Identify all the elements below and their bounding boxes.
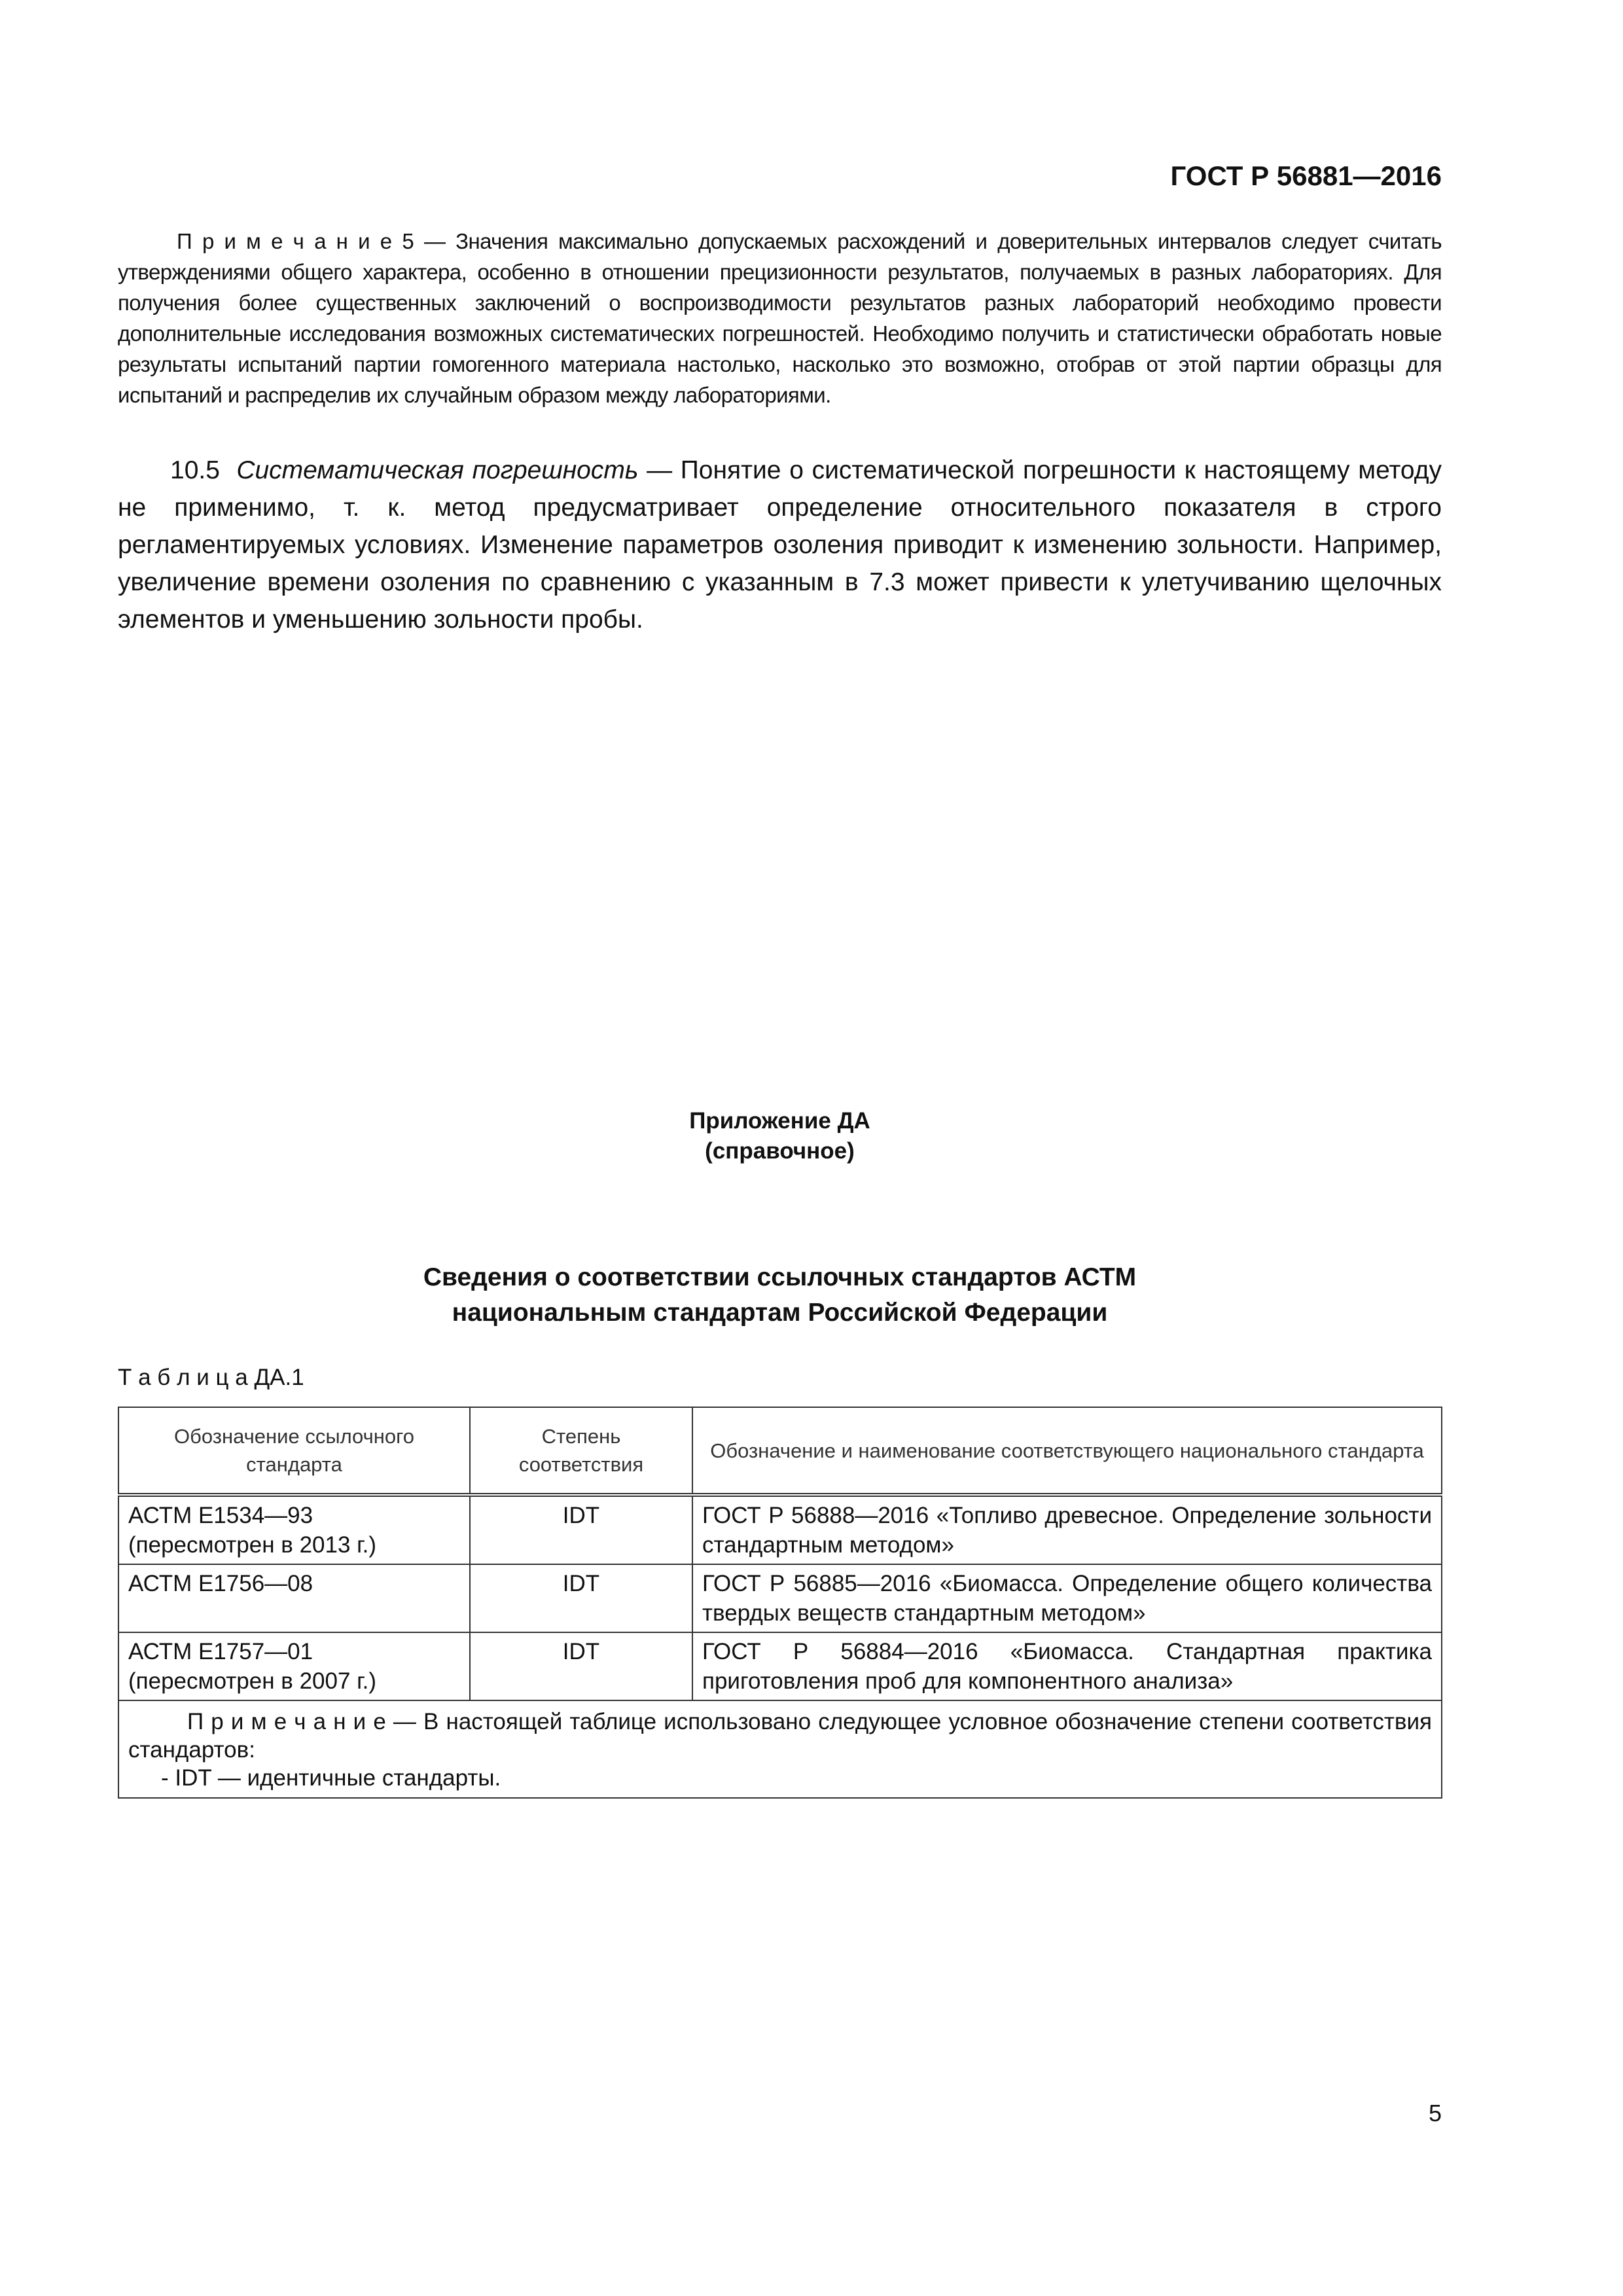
appendix-heading [118, 1260, 1442, 1331]
degree-cell: IDT [470, 1632, 692, 1700]
table-row [118, 1495, 1442, 1564]
section-term: Систематическая погрешность [236, 456, 639, 484]
national-cell: ГОСТ Р 56885—2016 «Биомасса. Определение общего количества твердых веществ стандартным методом» [692, 1564, 1442, 1632]
section-text: — Понятие о систематической погрешности к настоящему методу не применимо, т. к. метод предусматривает определение относительного показателя в строго регламентируемых условиях. Изменение параметров озоления приводит к изменению зольности. Например, увеличение времени озоления по сравнению с указанным в 7.3 может привести к улетучиванию щелочных элементов и уменьшению зольности пробы. [118, 456, 1442, 634]
degree-cell: IDT [470, 1564, 692, 1632]
ref-note: (пересмотрен в 2013 г.) [128, 1532, 377, 1558]
appendix-title: Приложение ДА [689, 1108, 870, 1134]
ref-code: АСТМ E1756—08 [128, 1571, 313, 1596]
heading-line-1: Сведения о соответствии ссылочных стандартов АСТМ [423, 1263, 1137, 1291]
degree-cell: IDT [470, 1495, 692, 1564]
table-note [118, 1700, 1442, 1798]
header-degree: Степень соответствия [470, 1407, 692, 1495]
national-cell: ГОСТ Р 56884—2016 «Биомасса. Стандартная практика приготовления проб для компонентного анализа» [692, 1632, 1442, 1700]
ref-note: (пересмотрен в 2007 г.) [128, 1668, 377, 1694]
note-text: — Значения максимально допускаемых расхождений и доверительных интервалов следует считать утверждениями общего характера, особенно в отношении прецизионности результатов, получаемых в разных лабораториях. Для получения более существенных заключений о воспроизводимости результатов разных лабораторий необходимо провести дополнительные исследования возможных систематических погрешностей. Необходимо получить и статистически обработать новые результаты испытаний партии гомогенного материала настолько, насколько это возможно, отобрав от этой партии образцы для испытаний и распределив их случайным образом между лабораториями. [118, 229, 1442, 407]
note-label: П р и м е ч а н и е 5 [177, 229, 414, 253]
table-row [118, 1564, 1442, 1632]
page-number: 5 [1428, 2100, 1442, 2126]
heading-line-2: национальным стандартам Российской Федерации [452, 1299, 1108, 1327]
ref-cell [118, 1632, 470, 1700]
ref-cell [118, 1564, 470, 1632]
header-national: Обозначение и наименование соответствующего национального стандарта [692, 1407, 1442, 1495]
appendix-subtitle: (справочное) [705, 1138, 855, 1164]
section-number: 10.5 [170, 456, 220, 484]
ref-code: АСТМ E1757—01 [128, 1639, 313, 1664]
table-note-text: — В настоящей таблице использовано следующее условное обозначение степени соответствия стандартов: [128, 1709, 1433, 1763]
appendix-label [118, 1106, 1442, 1166]
table-note-row [118, 1700, 1442, 1798]
table-caption: Т а б л и ц а ДА.1 [118, 1365, 304, 1390]
ref-code: АСТМ E1534—93 [128, 1503, 313, 1528]
note-5 [118, 226, 1442, 410]
table-header-row [118, 1407, 1442, 1495]
table-note-label: П р и м е ч а н и е [187, 1709, 386, 1734]
standards-table [118, 1407, 1442, 1799]
table-row [118, 1632, 1442, 1700]
section-10-5 [118, 452, 1442, 638]
table-note-item: - IDT — идентичные стандарты. [161, 1765, 501, 1791]
ref-cell [118, 1495, 470, 1564]
header-ref: Обозначение ссылочного стандарта [118, 1407, 470, 1495]
national-cell: ГОСТ Р 56888—2016 «Топливо древесное. Определение зольности стандартным методом» [692, 1495, 1442, 1564]
document-id: ГОСТ Р 56881—2016 [1170, 160, 1442, 191]
